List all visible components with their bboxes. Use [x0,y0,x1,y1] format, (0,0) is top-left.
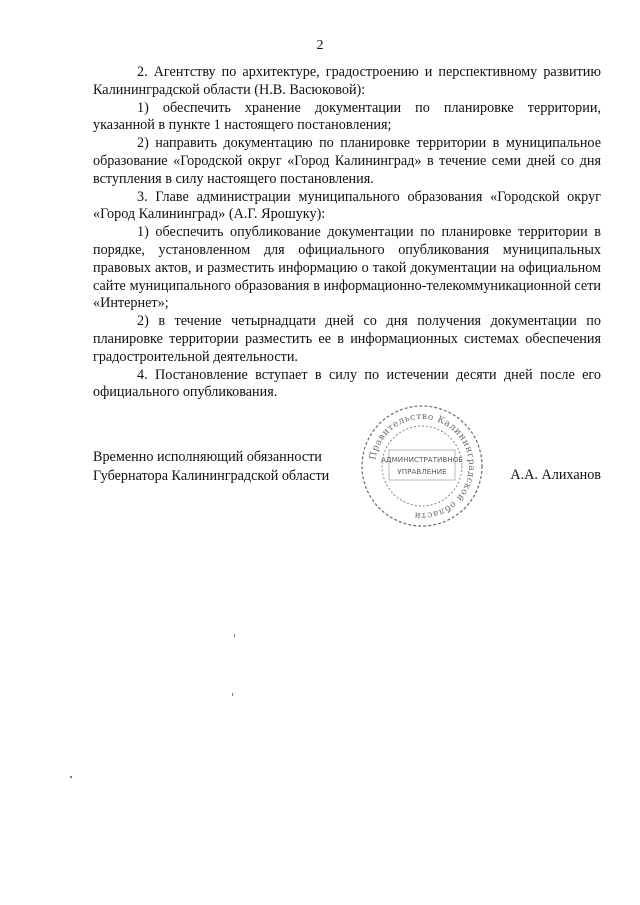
scan-speck [232,693,233,696]
paragraph-3: 3. Главе администрации муниципального образования «Городской округ «Город Калининград» (А.Г. Ярошуку): [93,188,601,223]
scan-speck [70,776,72,778]
scan-speck [234,634,235,637]
stamp-outer-ring [362,406,482,526]
paragraph-2: 2. Агентству по архитектуре, градостроению и перспективному развитию Калининградской области (Н.В. Васюковой): [93,64,601,98]
paragraph-2-2: 2) направить документацию по планировке территории в муниципальное образование «Городской округ «Город Калининград» в течение семи дней со дня вступления в силу настоящего постановления. [93,135,601,187]
stamp-ring-text: Правительство Калининградской области [368,411,477,521]
paragraph-3-2: 2) в течение четырнадцати дней со дня получения документации по планировке территории разместить ее в информационных системах обеспечения градостроительной деятельности. [93,313,601,365]
paragraph-4: 4. Постановление вступает в силу по истечении десяти дней после его официального опубликования. [93,366,601,401]
paragraph-3-1: 1) обеспечить опубликование документации по планировке территории в порядке, установленном для официального опубликования муниципальных правовых актов, и разместить информацию о такой документации на официальном сайте муниципального образования в информационно-телекоммуникационной сети «Интернет»; [93,224,601,312]
paragraph-2-1: 1) обеспечить хранение документации по планировке территории, указанной в пункте 1 настоящего постановления; [93,99,601,134]
stamp-center-line-2: УПРАВЛЕНИЕ [397,467,447,476]
signer-title-line-2: Губернатора Калининградской области [93,467,330,484]
document-body [93,64,601,402]
signer-name: А.А. Алиханов [510,467,601,483]
signer-title [93,448,329,485]
page-number: 2 [316,38,324,53]
official-stamp [356,400,488,532]
stamp-center-line-1: АДМИНИСТРАТИВНОЕ [381,455,463,464]
signer-title-line-1: Временно исполняющий обязанности [93,449,322,465]
stamp-inner-ring [382,426,462,506]
